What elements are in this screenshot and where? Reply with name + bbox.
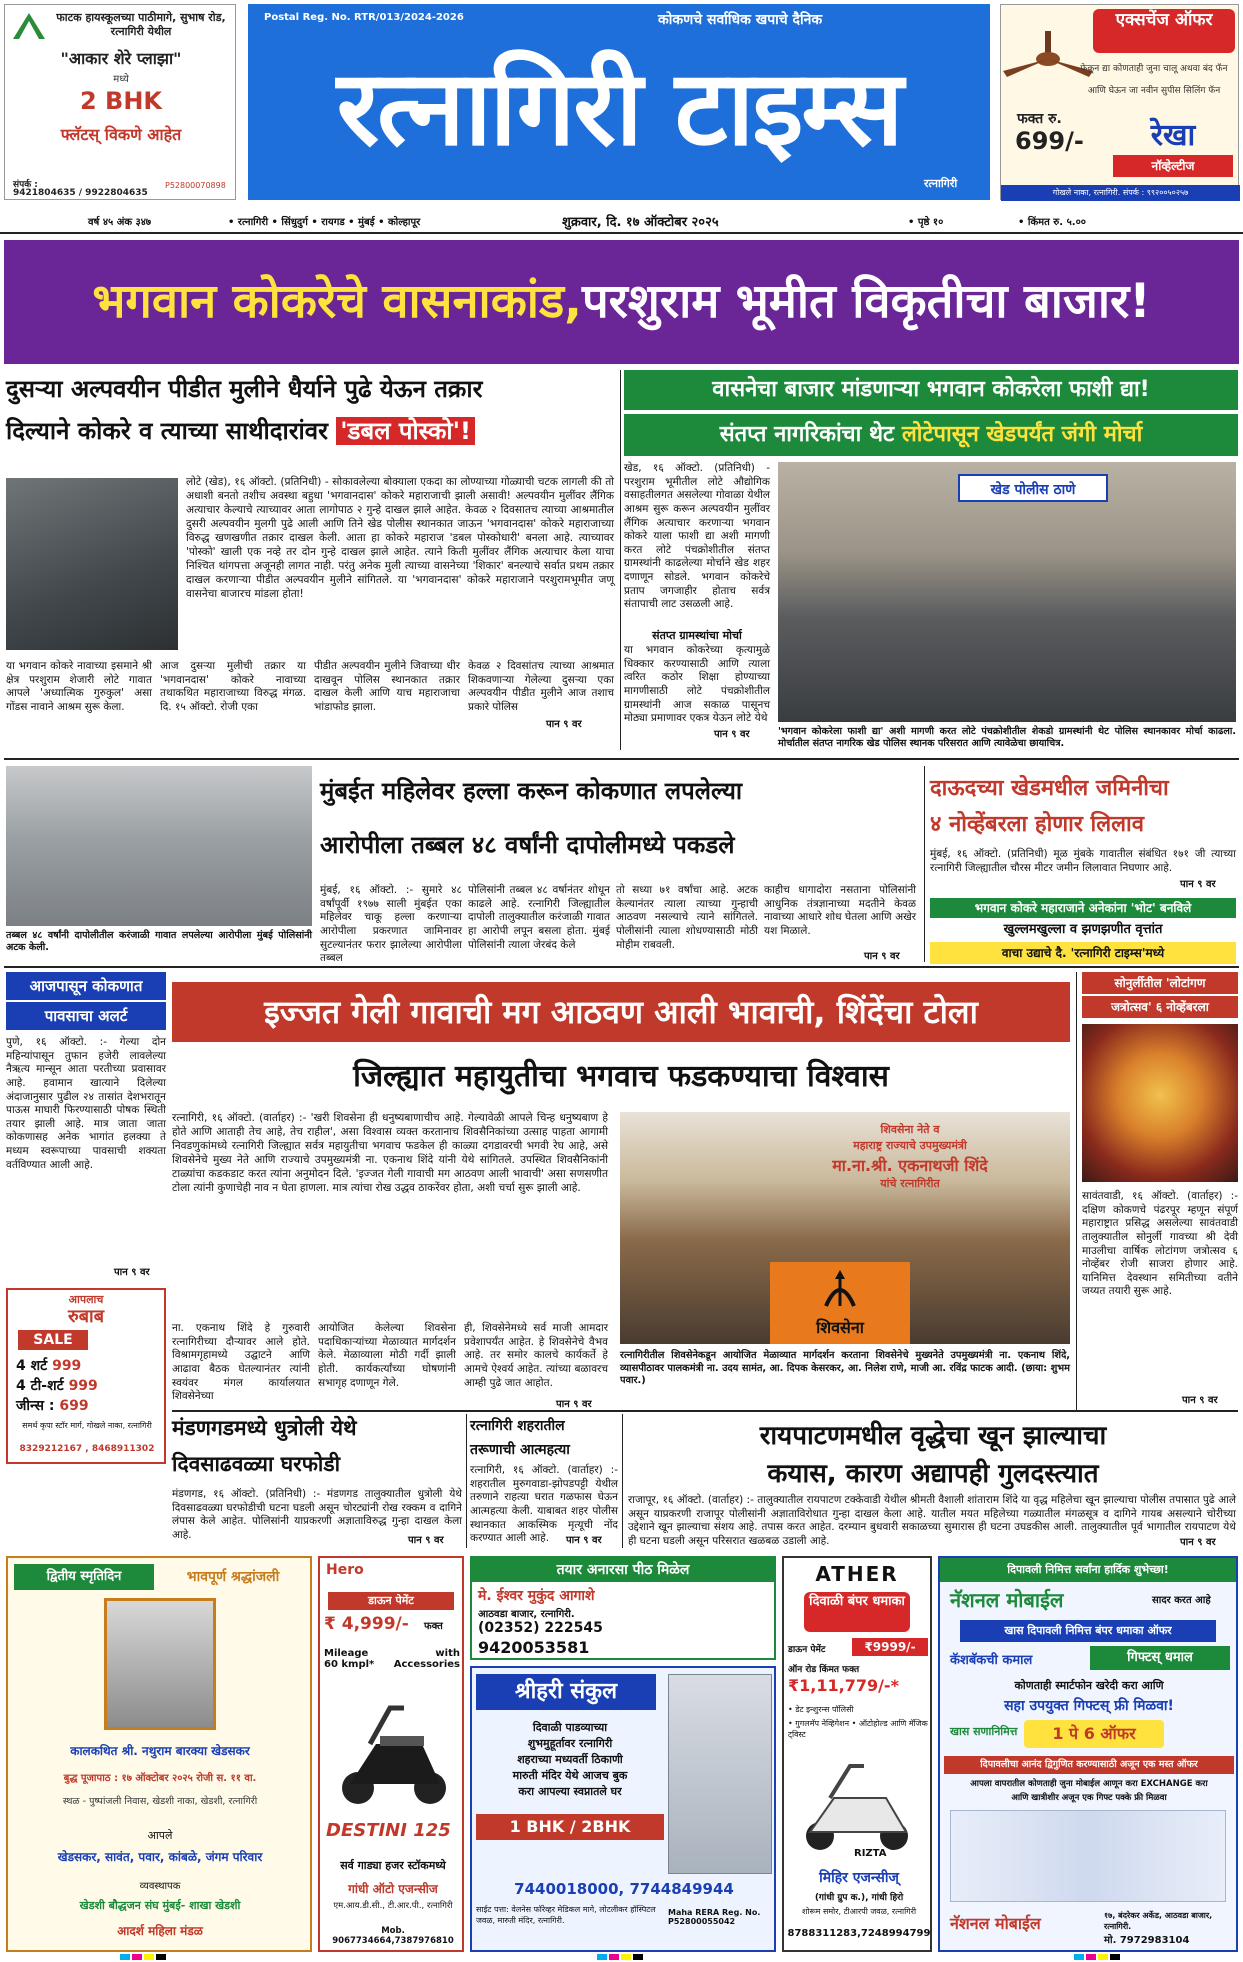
national-footer-addr: १७, बंदरेकर अर्केड, आठवडा बाजार, रत्नागिरी. xyxy=(1104,1911,1213,1931)
national-gifts: गिफ्टस् धमाल xyxy=(1090,1646,1230,1670)
memorial-families: खेडसकर, सावंत, पवार, कांबळे, जंगम परिवार xyxy=(57,1850,263,1864)
story2-caption: 'भगवान कोकरेला फाशी द्या' अशी मागणी करत लोटे पंचक्रोशीतील शेकडो ग्रामस्थांनी थेट पोलिस स्थानकावर मोर्चा काढला. मोर्चातील संतप्त नागरिक खेड पोलिस स्थानक परिसरात आणि त्यावेळेचा छायाचित्र. xyxy=(778,726,1236,750)
shrihari-site: साईट पत्ता: वेलनेस फॉरेव्हर मेडिकल मागे, लोटलीकर हॉस्पिटल जवळ, मारुती मंदिर, रत्नागिरी. xyxy=(476,1905,656,1925)
story2-jump[interactable]: पान ९ वर xyxy=(714,729,750,740)
teaser-line-1: भगवान कोकरे महाराजाने अनेकांना 'भोट' बनविले xyxy=(930,898,1236,918)
postal-reg: Postal Reg. No. RTR/013/2024-2026 xyxy=(264,12,464,23)
teaser-line-2: खुल्लमखुल्ला व झणझणीत वृत्तांत xyxy=(1003,922,1163,937)
story3-photo xyxy=(6,766,312,926)
ad-contact-label: संपर्क : xyxy=(13,180,38,190)
story2-subhead-3: संतप्त ग्रामस्थांचा मोर्चा xyxy=(652,629,742,642)
story1-photo xyxy=(6,478,178,650)
year-issue: वर्ष ४५ अंक ३४७ xyxy=(88,217,152,228)
divider xyxy=(172,1410,1238,1412)
story4-headline-2: ४ नोव्हेंबरला होणार लिलाव xyxy=(930,812,1144,837)
national-special: खास दिपावली निमित्त बंपर धमाका ऑफर xyxy=(960,1620,1216,1642)
story1-col4: केवळ २ दिवसांतच त्याच्या आश्रमात शिकवणाऱ्या गेलेल्या दुसऱ्या एका अल्पवयीन पीडीत मुलीने आज तशाच प्रकारे पोलिस xyxy=(468,660,614,713)
story5-col1: ना. एकनाथ शिंदे हे गुरुवारी रत्नागिरीच्या दौऱ्यावर आले होते. विश्रामगृहामध्ये उद्घाटने आणि आढावा बैठक घेतल्यानंतर त्यांनी स्वयंवर मंगल कार्यालयात शिवसेनेच्या xyxy=(172,1322,310,1403)
podium xyxy=(770,1262,910,1344)
story5-headline: जिल्ह्यात महायुतीचा भगवाच फडकण्याचा विश्वास xyxy=(353,1059,889,1094)
fashion-label: आपलाच xyxy=(68,1293,104,1306)
hero-ad xyxy=(318,1556,464,1952)
price-value: 699/- xyxy=(1015,127,1084,155)
gift-products xyxy=(950,1810,1226,1902)
banner-part-2: परशुराम भूमीत विकृतीचा बाजार! xyxy=(581,274,1151,329)
ad-phones: 9421804635 / 9922804635 xyxy=(13,188,148,198)
story5-caption: रत्नागिरीतील शिवसेनेकडून आयोजित मेळाव्यात मार्गदर्शन करताना शिवसेनेचे मुख्यनेते उपमुख्यमंत्री ना. एकनाथ शिंदे, व्यासपीठावर पालकमंत्री ना. उदय सामंत, आ. दिपक केसरकर, आ. निलेश राणे, माजी आ. रविंद्र फाटक आदी. (छाया: शुभम पवार.) xyxy=(620,1350,1070,1387)
shrihari-l4: मारुती मंदिर येथे आजच बुक xyxy=(512,1769,628,1782)
story6-jump[interactable]: पान ९ वर xyxy=(1182,1395,1218,1406)
story3-jump[interactable]: पान ९ वर xyxy=(864,951,900,962)
fashion-p2: 999 xyxy=(68,1378,98,1394)
building-icon xyxy=(668,1674,772,1874)
pages: • पृष्ठे १० xyxy=(908,217,944,228)
teaser-line-3: वाचा उद्याचे दै. 'रत्नागिरी टाइम्स'मध्ये xyxy=(930,942,1236,964)
fashion-l2: 4 टी-शर्ट xyxy=(16,1378,64,1394)
shrihari-l2: शुभमुहूर्तावर रत्नागिरी xyxy=(527,1737,613,1750)
story8-body: रत्नागिरी, १६ ऑक्टो. (वार्ताहर) :- शहरातील मुरुगवाडा-झोपडपट्टी येथील तरुणाने राहत्या घरात गळफास घेऊन आत्महत्या केली. याबाबत शहर पोलीस स्थानकात आकस्मिक मृत्यूची नोंद करण्यात आली आहे. xyxy=(470,1464,618,1545)
story5-photo xyxy=(620,1112,1070,1344)
national-brand: नॅशनल मोबाईल xyxy=(950,1588,1064,1612)
rain-jump[interactable]: पान ९ वर xyxy=(114,1267,150,1278)
offer-desc-2: आणि घेऊन जा नवीन सुपीस सिलिंग फॅन xyxy=(1087,86,1221,96)
color-register-marks xyxy=(120,1954,1120,1960)
fashion-brand: रुबाब xyxy=(68,1306,104,1327)
story3-headline-2: आरोपीला तब्बल ४८ वर्षांनी दापोलीमध्ये पकडले xyxy=(320,831,735,859)
shrihari-ad xyxy=(470,1666,776,1952)
fashion-p1: 999 xyxy=(52,1358,82,1374)
ather-brand: ATHER xyxy=(815,1562,899,1586)
national-l2: सहा उपयुक्त गिफ्टस् फ्री मिळवा! xyxy=(1004,1698,1174,1714)
shrihari-title: श्रीहरी संकुल xyxy=(476,1674,656,1710)
story8-jump[interactable]: पान ९ वर xyxy=(566,1535,602,1546)
story6-body: सावंतवाडी, १६ ऑक्टो. (वार्ताहर) :- दक्षिण कोकणचे पंढरपूर म्हणून संपूर्ण महाराष्ट्रात प्रसिद्ध असलेल्या सावंतवाडी तालुक्यातील सोनुर्ली गावच्या श्री देवी माउलीचा वार्षिक लोटांगण जत्रोत्सव ६ नोव्हेंबर रोजी साजरा होणार आहे. यानिमित्त देवस्थान समितीच्या वतीने जय्यत तयारी सुरू आहे. xyxy=(1082,1190,1238,1298)
shrihari-bhk: 1 BHK / 2BHK xyxy=(476,1814,664,1840)
anaras-title: तयार अनारसा पीठ मिळेल xyxy=(472,1558,774,1582)
story9-jump[interactable]: पान ९ वर xyxy=(1180,1537,1216,1548)
stage-banner-3: मा.ना.श्री. एकनाथजी शिंदे xyxy=(832,1156,988,1175)
top-left-ad xyxy=(4,4,236,200)
offer-desc-1: फेकून द्या कोणताही जुना चालू अथवा बंद फॅन xyxy=(1080,64,1228,74)
price-label: फक्त रु. xyxy=(1017,111,1062,127)
story9-body: राजापूर, १६ ऑक्टो. (वार्ताहर) :- तालुक्यातील रायपाटण टक्केवाडी येथील श्रीमती वैशाली शांताराम शिंदे या वृद्ध महिलेचा खून झाल्याचा पोलीस तपासात पुढे आले असून याप्रकरणी राजापूर पोलीसांनी अज्ञाताविरोधात गुन्हा दाखल केला आहे. यातील मयत महिलेच्या गळ्यातील मंगळसूत्र व दागिने गायब असल्याने चोरीच्या उद्देशाने खून झाल्याचा संशय आहे. तपास करत आहेत. दरम्यान बुधवारी सकाळच्या सुमारास ही घटना उघडकीस आली. तालुक्यातील पूर्व भागातील रायपाटण येथे ही घटना घडली असून परिसरात खळबळ उडाली आहे. xyxy=(628,1494,1236,1547)
story9-headline-1: रायपाटणमधील वृद्धेचा खून झाल्याचा xyxy=(759,1421,1107,1451)
fashion-l1: 4 शर्ट xyxy=(16,1358,48,1374)
story7-headline-2: दिवसाढवळ्या घरफोडी xyxy=(172,1452,341,1476)
story6 xyxy=(1082,972,1238,1412)
story5-col3: ही, शिवसेनेमध्ये सर्व माजी आमदार प्रवेशापर्यंत आहेत. हे शिवसेनेचे वैभव आहे. तर समोर कालचे कार्यकर्ते हे आमचे ऐश्वर्य आहेत. त्यांच्या बळावरच आम्ही पुढे जात आहोत. xyxy=(464,1322,608,1389)
ather-onroad-label: ऑन रोड किंमत फक्त xyxy=(788,1665,860,1675)
divider xyxy=(4,966,1239,968)
teaser-box xyxy=(930,898,1236,964)
story2 xyxy=(624,370,1238,756)
story3-caption: तब्बल ४८ वर्षांनी दापोलीतील करंजाळी गावात लपलेल्या आरोपीला मुंबई पोलिसांनी अटक केली. xyxy=(6,930,312,954)
ad-maddhe: मध्ये xyxy=(113,74,129,85)
masthead-city: रत्नागिरी xyxy=(924,177,958,190)
national-ad xyxy=(938,1556,1238,1952)
story7-headline-1: मंडणगडमध्ये धुत्रोली येथे xyxy=(172,1416,357,1440)
hero-accessories: with Accessories xyxy=(393,1648,460,1670)
shrihari-phone: 7440018000, 7744849944 xyxy=(514,1880,734,1898)
story8-headline-2: तरूणाची आत्महत्या xyxy=(470,1442,570,1458)
anaras-ad xyxy=(470,1556,776,1660)
story1-col1: या भगवान कोकरे नावाच्या इसमाने श्री क्षेत्र परशुराम शेजारी लोटे गावात आपले 'अध्यात्मिक गुरुकुल' असा गोंडस नावाने आश्रम सुरू केला. xyxy=(6,660,152,713)
story1-headline-2: दिल्याने कोकरे व त्याच्या साथीदारांवर xyxy=(6,417,328,445)
shrihari-l3: शहराच्या मध्यवर्ती ठिकाणी xyxy=(517,1753,623,1766)
hero-dealer-phone: Mob. 9067734664,7387976810 xyxy=(332,1926,454,1946)
story1-headline-1: दुसऱ्या अल्पवयीन पीडीत मुलीने धैर्याने पुढे येऊन तक्रार xyxy=(6,375,483,403)
national-l4: आपला वापरातील कोणताही जुना मोबाईल आणून करा EXCHANGE करा xyxy=(970,1779,1208,1789)
builder-logo xyxy=(11,11,47,41)
story5-jump[interactable]: पान ९ वर xyxy=(556,1399,592,1410)
stage-banner-2: महाराष्ट्र राज्याचे उपमुख्यमंत्री xyxy=(853,1139,967,1152)
fashion-addr: समर्थ कृपा स्टॉर मार्ग, गोखले नाका, रत्नागिरी xyxy=(22,1421,152,1430)
exchange-offer: एक्सचेंज ऑफर xyxy=(1093,9,1235,53)
hero-brand: Hero xyxy=(326,1562,364,1578)
story3-col3: तो सध्या ७१ वर्षांचा आहे. अटक केल्यानंतर त्याला त्याच्या गुन्हाची आठवण नसल्याचे त्याने सांगितले. पोलीसांनी त्याला शोधण्यासाठी मोठी मोहीम राबवली. xyxy=(616,884,758,951)
districts: • रत्नागिरी • सिंधुदुर्ग • रायगड • मुंबई • कोल्हापूर xyxy=(228,217,421,228)
story1-col2: आज दुसऱ्या मुलीची तक्रार या 'भगवानदास' कोकरे नावाच्या तथाकथित महाराजाच्या विरुद्ध मंगळ. दि. १५ ऑक्टो. रोजी एका xyxy=(160,660,306,713)
podium-text: शिवसेना xyxy=(816,1318,864,1337)
ather-festival: दिवाळी बंपर धमाका xyxy=(804,1592,910,1632)
story2-body-1: खेड, १६ ऑक्टो. (प्रतिनिधी) - परशुराम भूमीतील लोटे औद्योगिक वसाहतीलगत असलेल्या गोवाळा येथील आश्रम सुरू करून अल्पवयीन मुलींवर लैंगिक अत्याचार करणाऱ्या भगवान कोकरे याला फाशी द्या अशी मागणी करत लोटे पंचक्रोशीतील संतप्त ग्रामस्थांनी काढलेल्या मोर्चाने खेड शहर दणाणून सोडले. भगवान कोकरेचे प्रताप जगजाहीर होताच सर्वत्र संतापाची लाट उसळली आहे. xyxy=(624,462,770,611)
ather-ad xyxy=(782,1556,932,1952)
story8-headline-1: रत्नागिरी शहरातील xyxy=(470,1418,565,1434)
ather-dealer: मिहिर एजन्सीज् xyxy=(819,1870,899,1886)
anaras-shop: मे. ईश्वर मुकुंद आगाशे xyxy=(478,1588,595,1604)
fashion-p3: 699 xyxy=(59,1398,89,1414)
shrihari-rera: Maha RERA Reg. No. P52800055042 xyxy=(668,1908,761,1926)
story2-headline: वासनेचा बाजार मांडणाऱ्या भगवान कोकरेला फाशी द्या! xyxy=(624,370,1238,410)
hero-all-available: सर्व गाड्या हजर स्टॉकमध्ये xyxy=(340,1859,446,1872)
national-footer-brand: नॅशनल मोबाईल xyxy=(950,1914,1041,1933)
story6-title-2: जत्रोत्सव' ६ नोव्हेंबरला xyxy=(1082,996,1238,1018)
story7-jump[interactable]: पान ९ वर xyxy=(408,1535,444,1546)
story6-title-1: सोनुर्लीतील 'लोटांगण xyxy=(1082,972,1238,994)
story3-col4: काहीच धागादोरा नसताना पोलिसांनी आधुनिक तंत्रज्ञानाच्या मदतीने केवळ नावाच्या आधारे शोध घेतला आणि अखेर यश मिळाले. xyxy=(764,884,916,937)
story1-col3: पीडीत अल्पवयीन मुलीने जिवाच्या धीर दाखवून पोलिस स्थानकात तक्रार दाखल केली आणि याच महाराजाचा भांडाफोड झाला. xyxy=(314,660,460,713)
story2-body-2: या भगवान कोकरेच्या कृत्यामुळे धिक्कार करण्यासाठी आणि त्याला त्वरित कठोर शिक्षा होण्याच्या मागणीसाठी लोटे पंचक्रोशीतील ग्रामस्थांनी आज सकाळ पासूनच मोठ्या प्रमाणावर एकत्र येऊन लोटे येथे xyxy=(624,644,770,725)
ather-phone: 8788311283,7248994799 xyxy=(787,1928,931,1939)
memorial-ad xyxy=(6,1556,312,1952)
police-station-sign: खेड पोलीस ठाणे xyxy=(958,474,1108,502)
national-l3: दिपावलीचा आनंद द्विगुणित करण्यासाठी अजून एक मस्त ऑफर xyxy=(944,1756,1234,1774)
edition-bar xyxy=(0,210,1243,234)
fashion-ad xyxy=(6,1288,166,1464)
divider xyxy=(620,370,621,750)
story3-col2: पोलिसांनी तब्बल ४८ वर्षानंतर शोधून काढले आहे. रत्नागिरी जिल्ह्यातील दापोली तालुक्यातील करंजाळी गावात हा आरोपी लपून बसला होता. मुंबई पोलिसांनी त्याला जेरबंद केले xyxy=(468,884,610,951)
national-l5: आणि खात्रीशीर अजून एक गिफ्ट पक्के फ्री मिळवा xyxy=(1011,1793,1167,1803)
divider xyxy=(4,758,1239,760)
national-khaas: खास सणानिमित्त xyxy=(950,1725,1018,1738)
anaras-addr: आठवडा बाजार, रत्नागिरी. xyxy=(478,1609,575,1620)
story1-jump[interactable]: पान ९ वर xyxy=(546,719,582,730)
rain-story xyxy=(6,972,166,1282)
story4-body: मुंबई, १६ ऑक्टो. (प्रतिनिधी) मूळ मुंबके गावातील संबंधित १७१ जी त्याच्या रत्नागिरी जिल्ह्यातील चौरस मीटर जमीन लिलावात निघणार आहे. xyxy=(930,848,1236,874)
hero-model: DESTINI 125 xyxy=(326,1820,451,1841)
memorial-place: स्थळ - पुष्पांजली निवास, खेडशी नाका, खेडशी, रत्नागिरी xyxy=(62,1796,258,1807)
story1-highlight: 'डबल पोस्को'! xyxy=(336,417,475,445)
story3-col1: मुंबई, १६ ऑक्टो. :- सुमारे ४८ वर्षांपूर्वी १९७७ साली मुंबईत एका महिलेवर चाकू हल्ला करणाऱ्या आरोपीला प्रकरणात जामिनावर सुटल्यानंतर फरार झालेल्या आरोपीला तब्बल xyxy=(320,884,462,965)
ather-down: ₹9999/- xyxy=(852,1638,928,1656)
memorial-org: खेडशी बौद्धजन संघ मुंबई- शाखा खेडशी xyxy=(79,1899,241,1912)
ather-group: (गांधी ग्रुप क.), गांधी हिरो xyxy=(814,1893,904,1903)
hero-down-suffix: फक्त xyxy=(424,1621,443,1632)
ather-onroad: ₹1,11,779/-* xyxy=(788,1676,899,1695)
story1-body: लोटे (खेड), १६ ऑक्टो. (प्रतिनिधी) - सोकावलेल्या बोक्याला एकदा का लोण्याच्या गोळ्याची चटक लागली की तो अधाशी बनतो तशीच अवस्था बहुधा 'भगवानदास' कोकरे महाराजाची झाली असावी! अल्पवयीन मुलींवर लैंगिक अत्याचार केल्याचे त्याच्यावर आता लागोपाठ २ गुन्हे दाखल झाले आहेत. केवळ २ दिवसातच त्याच्या आश्रमातील दुसरी अल्पवयीन मुलगी पुढे आली आणि तिने खेड पोलीस स्थानकात जाऊन 'भगवानदास' कोकरे महाराजाच्या विरुद्ध खणखणीत तक्रार दाखल केली. आता हा कोकरे महाराज 'डबल पोस्कोधारी' बनला आहे. त्याच्यावर 'पोस्को' खाली एक नव्हे तर दोन गुन्हे दाखल झाले आहेत. त्याने किती मुलींवर लैंगिक अत्याचार केला याचा निश्चित थांगपत्ता अजूनही लागत नाही. परंतु अनेक मुली त्याच्या वासनेच्या 'शिकार' बनल्याचे सर्वात प्रथम तक्रार दाखल करणाऱ्या पीडीत अल्पवयीन मुलीने सांगितले. या 'भगवानदास' कोकरे महाराजाने परशुरामभूमीत जणू वासनेचा बाजारच मांडला होता! xyxy=(186,476,614,600)
memorial-photo xyxy=(104,1598,216,1730)
memorial-mandal: आदर्श महिला मंडळ xyxy=(117,1924,203,1938)
story2-subhead-2: लोटेपासून खेडपर्यंत जंगी मोर्चा xyxy=(901,422,1143,447)
story1 xyxy=(6,370,616,756)
ather-scooter-icon xyxy=(794,1754,920,1854)
national-present: सादर करत आहे xyxy=(1152,1595,1211,1606)
fashion-l3: जीन्स : xyxy=(16,1398,55,1414)
ather-model: RIZTA xyxy=(854,1848,887,1859)
memorial-vyavasthapak: व्यवस्थापक xyxy=(139,1881,181,1892)
story9-headline-2: कयास, कारण अद्यापही गुलदस्त्यात xyxy=(767,1459,1099,1489)
top-right-ad xyxy=(1000,4,1239,200)
national-l1: कोणताही स्मार्टफोन खरेदी करा आणि xyxy=(1014,1679,1164,1692)
brand-sub: नॉव्हेल्टीज xyxy=(1113,155,1233,177)
story5-body: रत्नागिरी, १६ ऑक्टो. (वार्ताहर) :- 'खरी शिवसेना ही धनुष्यबाणाचीच आहे. गेल्यावेळी आपले चिन्ह धनुष्यबाण हे होते आणि आताही तेच आहे, तेच राहील', असा विश्वास व्यक्त करतानाच शिवसैनिकांच्या उत्साह पाहता आगामी निवडणुकांमध्ये रत्नागिरी जिल्ह्यात सर्वत्र महायुतीचा भगवाच फडकेल ही काळ्या दगडावरची भगवी रेघ आहे, असे शिवसेनेचे मुख्य नेते आणि राज्याचे उपमुख्यमंत्री ना. एकनाथ शिंदे यांनी येथे सांगितले. उपस्थित शिवसैनिकांनी टाळ्यांचा कडकडाट करत त्यांना अनुमोदन दिले. 'इज्जत गेली गावाची मग आठवण आली भावाची' असा सणसणीत टोला त्यांनी कुणाचेही नाव न घेता हाणला. मात्र त्यांचा रोख उद्धव ठाकरेंवर होता, अशी चर्चा सुरू झाली आहे. xyxy=(172,1112,608,1194)
shinde-banner: इज्जत गेली गावाची मग आठवण आली भावाची, शिंदेंचा टोला xyxy=(172,982,1070,1042)
hero-dealer: गांधी ऑटो एजन्सीज xyxy=(348,1882,438,1896)
hero-down-label: डाऊन पेमेंट xyxy=(328,1592,454,1610)
memorial-title-1: द्वितीय स्मृतिदिन xyxy=(14,1564,154,1590)
anaras-phone-2: 9420053581 xyxy=(478,1638,590,1657)
ad-project-name: "आकार शेरे प्लाझा" xyxy=(60,49,182,68)
national-kamaal: कॅशबॅकची कमाल xyxy=(950,1653,1033,1668)
memorial-date: बुद्ध पूजापाठ : १७ ऑक्टोबर २०२५ रोजी स. ११ वा. xyxy=(63,1773,257,1784)
edition-date: शुक्रवार, दि. १७ ऑक्टोबर २०२५ xyxy=(562,215,719,230)
rain-body: पुणे, १६ ऑक्टो. :- गेल्या दोन महिन्यांपासून तुफान हजेरी लावलेल्या नैऋत्य मान्सून आता परतीच्या प्रवासावर आहे. हवामान खात्याने दिलेल्या अंदाजानुसार पुढील २४ तासांत देशभरातून पाऊस माघारी फिरण्यासाठी पोषक स्थिती तयार झाली आहे. मात्र जाता जाता कोकणासह अनेक भागांत हलक्या ते मध्यम स्वरूपाच्या पावसाची शक्यता वर्तविण्यात आली आहे. xyxy=(6,1036,166,1171)
shrihari-l1: दिवाळी पाडव्याच्या xyxy=(532,1721,608,1734)
memorial-aple: आपले xyxy=(147,1829,173,1842)
hero-down-amount: ₹ 4,999/- xyxy=(324,1614,409,1634)
hero-dealer-addr: एम.आय.डी.सी., टी.आर.पी., रत्नागिरी xyxy=(333,1901,453,1911)
national-greeting: दिपावली निमित्त सर्वांना हार्दिक शुभेच्छा! xyxy=(940,1558,1236,1582)
shivsena-logo-icon xyxy=(820,1270,860,1310)
story2-photo xyxy=(778,462,1236,722)
ad-flats: फ्लॅटस् विकणे आहेत xyxy=(60,125,182,144)
shrihari-l5: करा आपल्या स्वप्नातले घर xyxy=(518,1785,622,1798)
story4-jump[interactable]: पान ९ वर xyxy=(1180,879,1216,890)
rain-title-1: आजपासून कोकणात xyxy=(6,972,166,1000)
story2-subhead-1: संतप्त नागरिकांचा थेट xyxy=(719,422,895,447)
fashion-sale: SALE xyxy=(18,1330,88,1350)
banner-part-1: भगवान कोकरेचे वासनाकांड, xyxy=(92,274,582,329)
memorial-title-2: भावपूर्ण श्रद्धांजली xyxy=(186,1569,280,1585)
shop-address: गोखले नाका, रत्नागिरी. संपर्क : ९९२००५०२५७ xyxy=(1001,185,1240,201)
story3-headline-1: मुंबईत महिलेवर हल्ला करून कोकणात लपलेल्या xyxy=(320,777,743,805)
divider xyxy=(924,766,925,962)
divider xyxy=(622,1414,623,1548)
ather-addr: शोरूम समोर, टीआरपी जवळ, रत्नागिरी xyxy=(801,1907,917,1916)
stage-banner-4: यांचे रत्नागिरीत xyxy=(880,1177,940,1190)
masthead xyxy=(248,4,990,200)
scooter-icon xyxy=(330,1688,456,1808)
banner-headline xyxy=(4,240,1239,364)
national-footer-phone: मो. 7972983104 xyxy=(1104,1935,1190,1946)
story4-headline-1: दाऊदच्या खेडमधील जमिनीचा xyxy=(930,776,1169,801)
anaras-phone-1: (02352) 222545 xyxy=(478,1620,603,1636)
ad-bhk: 2 BHK xyxy=(79,87,163,115)
masthead-title: रत्नागिरी टाइम्स xyxy=(336,46,902,169)
hero-mileage: Mileage 60 kmpl* xyxy=(324,1648,375,1670)
story7-body: मंडणगड, १६ ऑक्टो. (प्रतिनिधी) :- मंडणगड तालुक्यातील धुत्रोली येथे दिवसाढवळ्या घरफोडीची घटना घडली असून चोरट्यांनी रोख रक्कम व दागिने लंपास केले आहेत. पोलिसांनी याप्रकरणी अज्ञाताविरुद्ध गुन्हा दाखल केला आहे. xyxy=(172,1488,462,1541)
tagline: कोकणचे सर्वाधिक खपाचे दैनिक xyxy=(658,12,823,28)
brand-name: रेखा xyxy=(1150,118,1196,153)
ather-feature-2: • गुगलमॅप नेव्हिगेशन • ऑटोहोल्ड आणि मॅजिक ट्विस्ट xyxy=(788,1719,928,1739)
stage-banner-1: शिवसेना नेते व xyxy=(880,1123,940,1136)
story5-col2: आयोजित केलेल्या शिवसेना पदाधिकाऱ्यांच्या मेळाव्यात मार्गदर्शन केले. मेळाव्याला मोठी गर्दी झाली होती. कार्यकर्त्यांच्या घोषणांनी सभागृह दणाणून गेले. xyxy=(318,1322,456,1389)
divider xyxy=(1076,972,1077,1412)
story6-photo xyxy=(1082,1024,1238,1182)
ather-feature-1: • डेट इन्शुरन्स पॉलिसी xyxy=(788,1705,854,1714)
price: • किंमत रु. ५.०० xyxy=(1018,217,1086,228)
fashion-phone: 8329212167 , 8468911302 xyxy=(19,1444,155,1454)
national-offer: 1 पे 6 ऑफर xyxy=(1024,1720,1164,1748)
ad-rera: P52800070898 xyxy=(165,181,226,190)
ad-address-line: फाटक हायस्कूलच्या पाठीमागे, सुभाष रोड, रत्नागिरी येथील xyxy=(56,11,226,39)
memorial-name: कालकथित श्री. नथुराम बारक्या खेडसकर xyxy=(70,1744,250,1758)
rain-title-2: पावसाचा अलर्ट xyxy=(6,1002,166,1030)
ather-down-label: डाऊन पेमेंट xyxy=(788,1645,826,1655)
divider xyxy=(466,1414,467,1548)
